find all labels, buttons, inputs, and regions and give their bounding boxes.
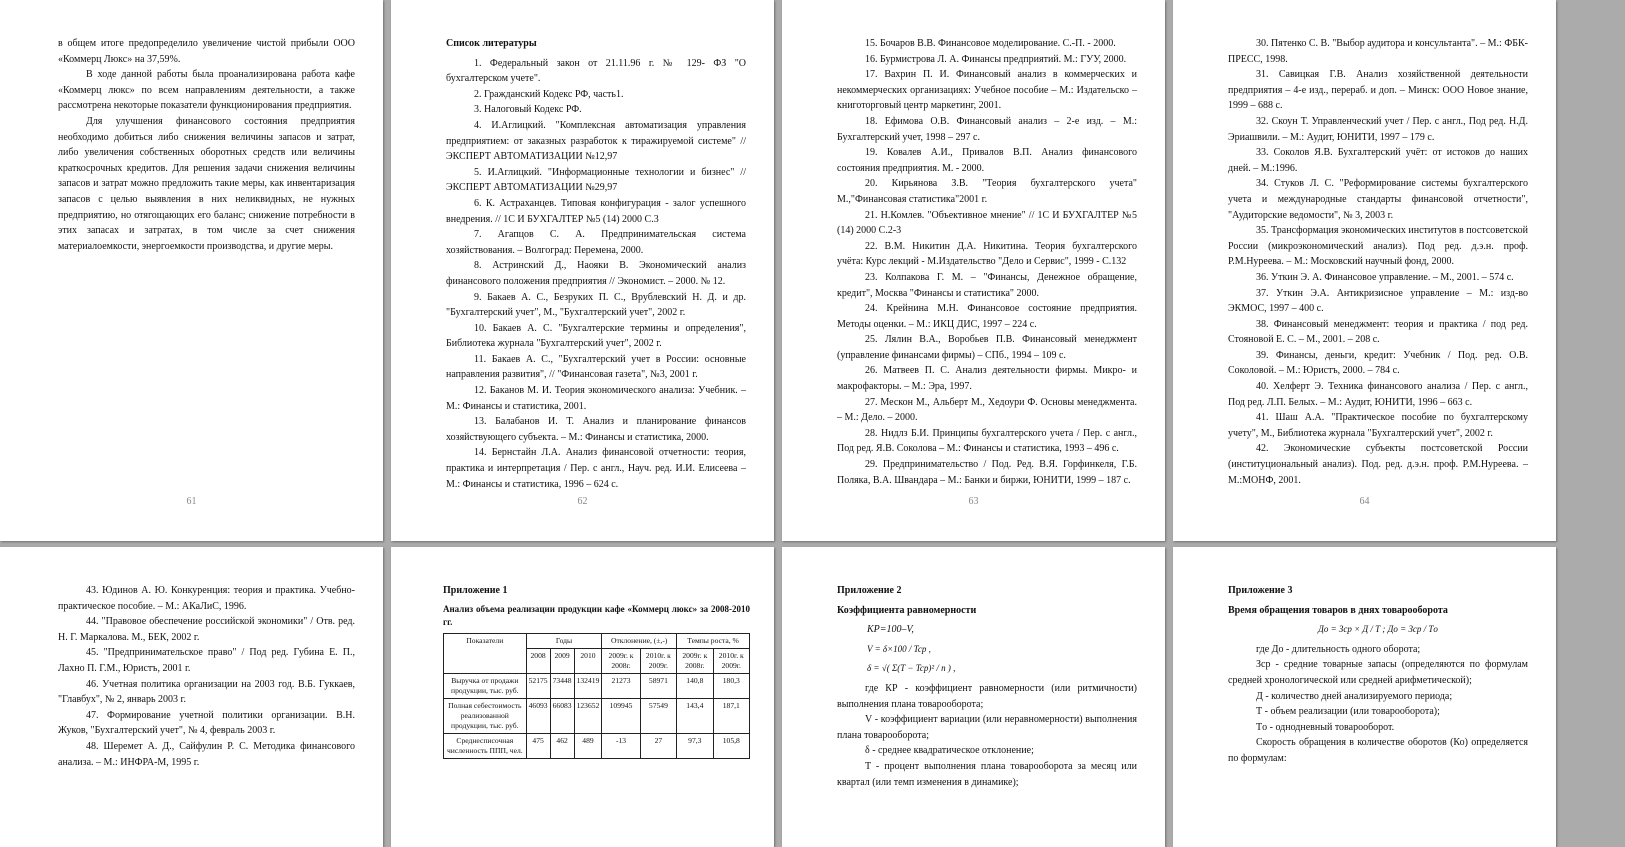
reference-item: 5. И.Аглицкий. "Информационные технологии и бизнес" // ЭКСПЕРТ АВТОМАТИЗАЦИИ №29,97 (446, 166, 746, 194)
table-cell: 462 (550, 733, 574, 758)
header-cell: 2008 (526, 648, 550, 673)
table-cell: 123652 (574, 698, 602, 733)
appendix-title: Приложение 3 (1228, 585, 1293, 596)
table-cell: 180,3 (713, 673, 749, 698)
definition-line: Д - количество дней анализируемого периода; (1256, 690, 1453, 702)
reference-item: 16. Бурмистрова Л. А. Финансы предприятий. М.: ГУУ, 2000. (865, 53, 1127, 65)
reference-item: 14. Бернстайн Л.А. Анализ финансовой отчетности: теория, практика и интерпретация / Пер. с англ., Науч. ред. И.И. Елисеева – М.: Финансы и статистика, 1996 – 624 с. (446, 447, 746, 490)
reference-item: 9. Бакаев А. С., Безруких П. С., Врублевский Н. Д. и др. "Бухгалтерский учет", М., "Бухгалтерский учет", 2002 г. (446, 291, 746, 319)
reference-item: 7. Агапцов С. А. Предпринимательская система хозяйствования. – Волгоград: Перемена, 2000. (446, 229, 746, 256)
header-cell: Темпы роста, % (677, 633, 750, 648)
table-cell: 27 (640, 733, 676, 758)
table-cell: 21273 (602, 673, 640, 698)
reference-item: 45. "Предпринимательское право" / Под ред. Губина Е. П., Лахно П. Г.М., Юристъ, 2001 г. (58, 647, 355, 674)
section-heading: Время обращения товаров в днях товарооборота (1228, 604, 1448, 616)
reference-item: 42. Экономические субъекты постсоветской России (институциональный анализ). Под. ред. д.э.н. проф. Р.М.Нуреева. – М.:МОНФ, 2001. (1228, 443, 1528, 486)
reference-item: 37. Уткин Э.А. Антикризисное управление – М.: изд-во ЭКМОС, 1997 – 400 с. (1228, 287, 1528, 315)
definition-line: δ - среднее квадратическое отклонение; (865, 745, 1034, 757)
reference-item: 11. Бакаев А. С., "Бухгалтерский учет в России: основные направления развития", // "Финансовая газета", №3, 2001 г. (446, 353, 746, 381)
table-cell: 475 (526, 733, 550, 758)
definition-line: V - коэффициент вариации (или неравномерности) выполнения плана товарооборота; (837, 714, 1137, 741)
table-cell: 58971 (640, 673, 676, 698)
reference-item: 29. Предпринимательство / Под. Ред. В.Я. Горфинкеля, Г.Б. Поляка, В.А. Швандара – М.: Банки и биржи, ЮНИТИ, 1999 – 187 с. (837, 459, 1137, 486)
header-cell: Показатели (444, 633, 527, 673)
reference-item: 2. Гражданский Кодекс РФ, часть1. (474, 88, 624, 100)
reference-item: 47. Формирование учетной политики организации. В.Н. Жуков, "Бухгалтерский учет", № 4, февраль 2003 г. (58, 709, 355, 737)
reference-item: 26. Матвеев П. С. Анализ деятельности фирмы. Микро- и макрофакторы. – М.: Эра, 1997. (837, 365, 1137, 393)
header-cell: Отклонение, (±,-) (602, 633, 677, 648)
reference-item: 33. Соколов Я.В. Бухгалтерский учёт: от истоков до наших дней. – М.:1996. (1228, 147, 1528, 174)
table-row (444, 733, 750, 758)
reference-item: 19. Ковалев А.И., Привалов В.П. Анализ финансового состояния предприятия. М. - 2000. (837, 147, 1137, 174)
reference-item: 44. "Правовое обеспечение российской экономики" / Отв. ред. Н. Г. Маркалова. М., БЕК, 2002 г. (58, 616, 355, 643)
appendix-subtitle: Анализ объема реализации продукции кафе «Коммерц люкс» за 2008-2010 гг. (443, 603, 750, 627)
table-cell: 52175 (526, 673, 550, 698)
appendix-title: Приложение 2 (837, 585, 902, 596)
table-cell: Полная себестоимость реализованной продукции, тыс. руб. (444, 698, 527, 733)
reference-item: 6. К. Астраханцев. Типовая конфигурация - залог успешного внедрения. // 1С И БУХГАЛТЕР №5 (14) 2000 С.3 (446, 197, 746, 225)
table-cell: 66083 (550, 698, 574, 733)
reference-item: 32. Скоун Т. Управленческий учет / Пер. с англ., Под ред. Н.Д. Эриашвили. – М.: Аудит, ЮНИТИ, 1997 – 179 с. (1228, 115, 1528, 143)
table-cell: 109945 (602, 698, 640, 733)
page-number: 62 (577, 496, 588, 507)
reference-item: 41. Шаш А.А. "Практическое пособие по бухгалтерскому учету", М., Библиотека журнала "Бухгалтерский учет", 2002 г. (1228, 412, 1528, 439)
reference-item: 40. Хелферт Э. Техника финансового анализа / Пер. с англ., Под ред. Л.П. Белых. – М.: Аудит, ЮНИТИ, 1996 – 663 с. (1228, 381, 1528, 408)
definition-line: где КР - коэффициент равномерности (или ритмичности) выполнения плана товарооборота; (837, 682, 1137, 710)
table-cell: 97,3 (677, 733, 713, 758)
header-cell: 2010г. к 2009г. (713, 648, 749, 673)
reference-item: 22. В.М. Никитин Д.А. Никитина. Теория бухгалтерского учёта: Курс лекций - М.Издательство "Дело и Сервис", 1999 - С.132 (837, 240, 1137, 268)
reference-item: 38. Финансовый менеджмент: теория и практика / под ред. Стояновой Е. С. – М., 2001. – 208 с. (1228, 318, 1528, 346)
table-cell: 187,1 (713, 698, 749, 733)
document-page-appendix-3 (1173, 547, 1556, 847)
reference-item: 30. Пятенко С. В. "Выбор аудитора и консультанта". – М.: ФБК-ПРЕСС, 1998. (1228, 38, 1528, 65)
table-cell: 140,8 (677, 673, 713, 698)
header-cell: 2010г. к 2009г. (640, 648, 676, 673)
reference-item: 31. Савицкая Г.В. Анализ хозяйственной деятельности предприятия – 4-е изд., перераб. и доп. – Минск: ООО Новое знание, 1999 – 688 с. (1228, 69, 1528, 112)
definition-line: Тo - однодневный товарооборот. (1256, 721, 1395, 733)
document-page-appendix-2 (782, 547, 1165, 847)
table-row (444, 698, 750, 733)
reference-item: 35. Трансформация экономических институтов в постсоветской России (микроэкономический анализ). Под ред. д.э.н. проф. Р.М.Нуреева. – М.: Московский научный фонд, 2000. (1228, 225, 1528, 268)
formula: КР=100–V, (867, 624, 914, 636)
table-cell: 57549 (640, 698, 676, 733)
header-cell: 2010 (574, 648, 602, 673)
appendix-title: Приложение 1 (443, 585, 508, 596)
definition-line: T - процент выполнения плана товарооборота за месяц или квартал (или темп изменения в динамике); (837, 760, 1137, 788)
reference-item: 17. Вахрин П. И. Финансовый анализ в коммерческих и некоммерческих организациях: Учебное пособие – М.: Издательско – книготорговый центр маркетинг, 2001. (837, 69, 1137, 112)
reference-item: 39. Финансы, деньги, кредит: Учебник / Под. ред. О.В. Соколовой. – М.: Юристъ, 2000. – 784 с. (1228, 349, 1528, 377)
reference-item: 10. Бакаев А. С. "Бухгалтерские термины и определения", Библиотека журнала "Бухгалтерский учет", 2002 г. (446, 322, 746, 350)
page-number: 64 (1359, 496, 1370, 507)
definition-line: где Дo - длительность одного оборота; (1256, 643, 1421, 655)
document-page-63 (782, 0, 1165, 541)
formula: Дo = Зср × Д / Т ; Дo = Зср / Тo (1318, 624, 1438, 635)
header-cell: 2009г. к 2008г. (602, 648, 640, 673)
reference-item: 18. Ефимова О.В. Финансовый анализ – 2-е изд. – М.: Бухгалтерский учет, 1998 – 297 с. (837, 115, 1137, 143)
document-page-64 (1173, 0, 1556, 541)
reference-item: 27. Мескон М., Альберт М., Хедоури Ф. Основы менеджмента. – М.: Дело. – 2000. (837, 396, 1137, 424)
reference-item: 43. Юдинов А. Ю. Конкуренция: теория и практика. Учебно-практическое пособие. – М.: АКаЛиС, 1996. (58, 585, 355, 612)
definition-line: Т - объем реализации (или товарооборота); (1256, 706, 1440, 718)
reference-item: 3. Налоговый Кодекс РФ. (474, 104, 582, 116)
table-row (444, 673, 750, 698)
document-page-appendix-1 (391, 547, 774, 847)
reference-item: 36. Уткин Э. А. Финансовое управление. – М., 2001. – 574 с. (1256, 271, 1514, 283)
definition-line: Скорость обращения в количестве оборотов (Ко) определяется по формулам: (1228, 737, 1528, 764)
table-cell: 489 (574, 733, 602, 758)
table-cell: -13 (602, 733, 640, 758)
table-cell: 132419 (574, 673, 602, 698)
reference-item: 23. Колпакова Г. М. – "Финансы, Денежное обращение, кредит", Москва "Финансы и статистика" 2000. (837, 271, 1137, 299)
document-page-62 (391, 0, 774, 541)
reference-item: 25. Лялин В.А., Воробьев П.В. Финансовый менеджмент (управление финансами фирмы) – СПб., 1994 – 109 с. (837, 334, 1137, 361)
formula: V = δ×100 / Tcp , (867, 643, 931, 654)
document-page-61 (0, 0, 383, 541)
document-page-65 (0, 547, 383, 847)
reference-item: 4. И.Аглицкий. "Комплексная автоматизация управления предприятием: от заказных разработок к тиражируемой системе" // ЭКСПЕРТ АВТОМАТИЗАЦИИ №12,97 (446, 119, 746, 163)
reference-item: 15. Бочаров В.В. Финансовое моделирование. С.-П. - 2000. (865, 38, 1116, 49)
header-cell: Годы (526, 633, 602, 648)
reference-item: 48. Шеремет А. Д., Сайфулин Р. С. Методика финансового анализа. – М.: ИНФРА-М, 1995 г. (58, 740, 355, 768)
table-cell: 46093 (526, 698, 550, 733)
header-cell: 2009 (550, 648, 574, 673)
reference-item: 1. Федеральный закон от 21.11.96 г. № 129- ФЗ "О бухгалтерском учете". (446, 57, 746, 85)
reference-item: 8. Астринский Д., Наояки В. Экономический анализ финансового положения предприятия // Экономист. – 2000. № 12. (446, 260, 746, 287)
reference-item: 46. Учетная политика организации на 2003 год. В.Б. Гуккаев, "Главбух", № 2, январь 2003 г. (58, 678, 355, 706)
table-cell: Выручка от продажи продукции, тыс. руб. (444, 673, 527, 698)
reference-item: 28. Нидлз Б.И. Принципы бухгалтерского учета / Пер. с англ., Под ред. Я.В. Соколова – М.: Финансы и статистика, 1993 – 496 с. (837, 427, 1137, 455)
section-heading: Коэффициента равномерности (837, 604, 977, 616)
page-number: 61 (186, 496, 197, 507)
table-cell: 73448 (550, 673, 574, 698)
sales-analysis-table (443, 633, 750, 759)
body-paragraph: В ходе данной работы была проанализирована работа кафе «Коммерц люкс» по всем направлениям деятельности, а также рассмотрена некоторые показатели функционирования предприятия. (58, 69, 355, 112)
definition-line: Зср - средние товарные запасы (определяются по формулам средней хронологической или средней арифметической); (1228, 659, 1528, 686)
reference-item: 34. Стуков Л. С. "Реформирование системы бухгалтерского учета и международные стандарты финансовой отчетности", "Аудиторские ведомости", № 3, 2003 г. (1228, 178, 1528, 221)
page-number: 63 (968, 496, 979, 507)
table-cell: Среднесписочная численность ППП, чел. (444, 733, 527, 758)
reference-item: 12. Баканов М. И. Теория экономического анализа: Учебник. – М.: Финансы и статистика, 2001. (446, 385, 746, 412)
reference-item: 20. Кирьянова З.В. "Теория бухгалтерского учета" М.,"Финансовая статистика"2001 г. (837, 178, 1137, 205)
header-cell: 2009г. к 2008г. (677, 648, 713, 673)
page-title: Список литературы (446, 38, 537, 49)
reference-item: 21. Н.Комлев. "Объективное мнение" // 1С И БУХГАЛТЕР №5 (14) 2000 С.2-3 (837, 209, 1137, 237)
table-header-row (444, 633, 750, 648)
formula: δ = √( Σ(T − Tcp)² / n ) , (867, 663, 956, 674)
body-paragraph: Для улучшения финансового состояния предприятия необходимо добиться либо снижения величины запасов и затрат, либо увеличения собственных оборотных средств или величины краткосрочных кредитов. Для решения задачи снижения величины запасов и затрат можно предложить такие меры, как инвентаризация запасов с целью выявления в них неликвидных, не нужных предприятию, но отягощающих его баланс; снижение потребности в этих запасах и затратах, в том числе за счет снижения материалоемкости, энергоемкости производства, и другие меры. (58, 115, 355, 252)
body-paragraph: в общем итоге предопределило увеличение чистой прибыли ООО «Коммерц Люкс» на 37,59%. (58, 38, 355, 65)
reference-item: 13. Балабанов И. Т. Анализ и планирование финансов хозяйствующего субъекта. – М.: Финансы и статистика, 2000. (446, 416, 746, 443)
reference-item: 24. Крейнина М.Н. Финансовое состояние предприятия. Методы оценки. – М.: ИКЦ ДИС, 1997 – 224 с. (837, 303, 1137, 330)
table-cell: 143,4 (677, 698, 713, 733)
table-cell: 105,8 (713, 733, 749, 758)
